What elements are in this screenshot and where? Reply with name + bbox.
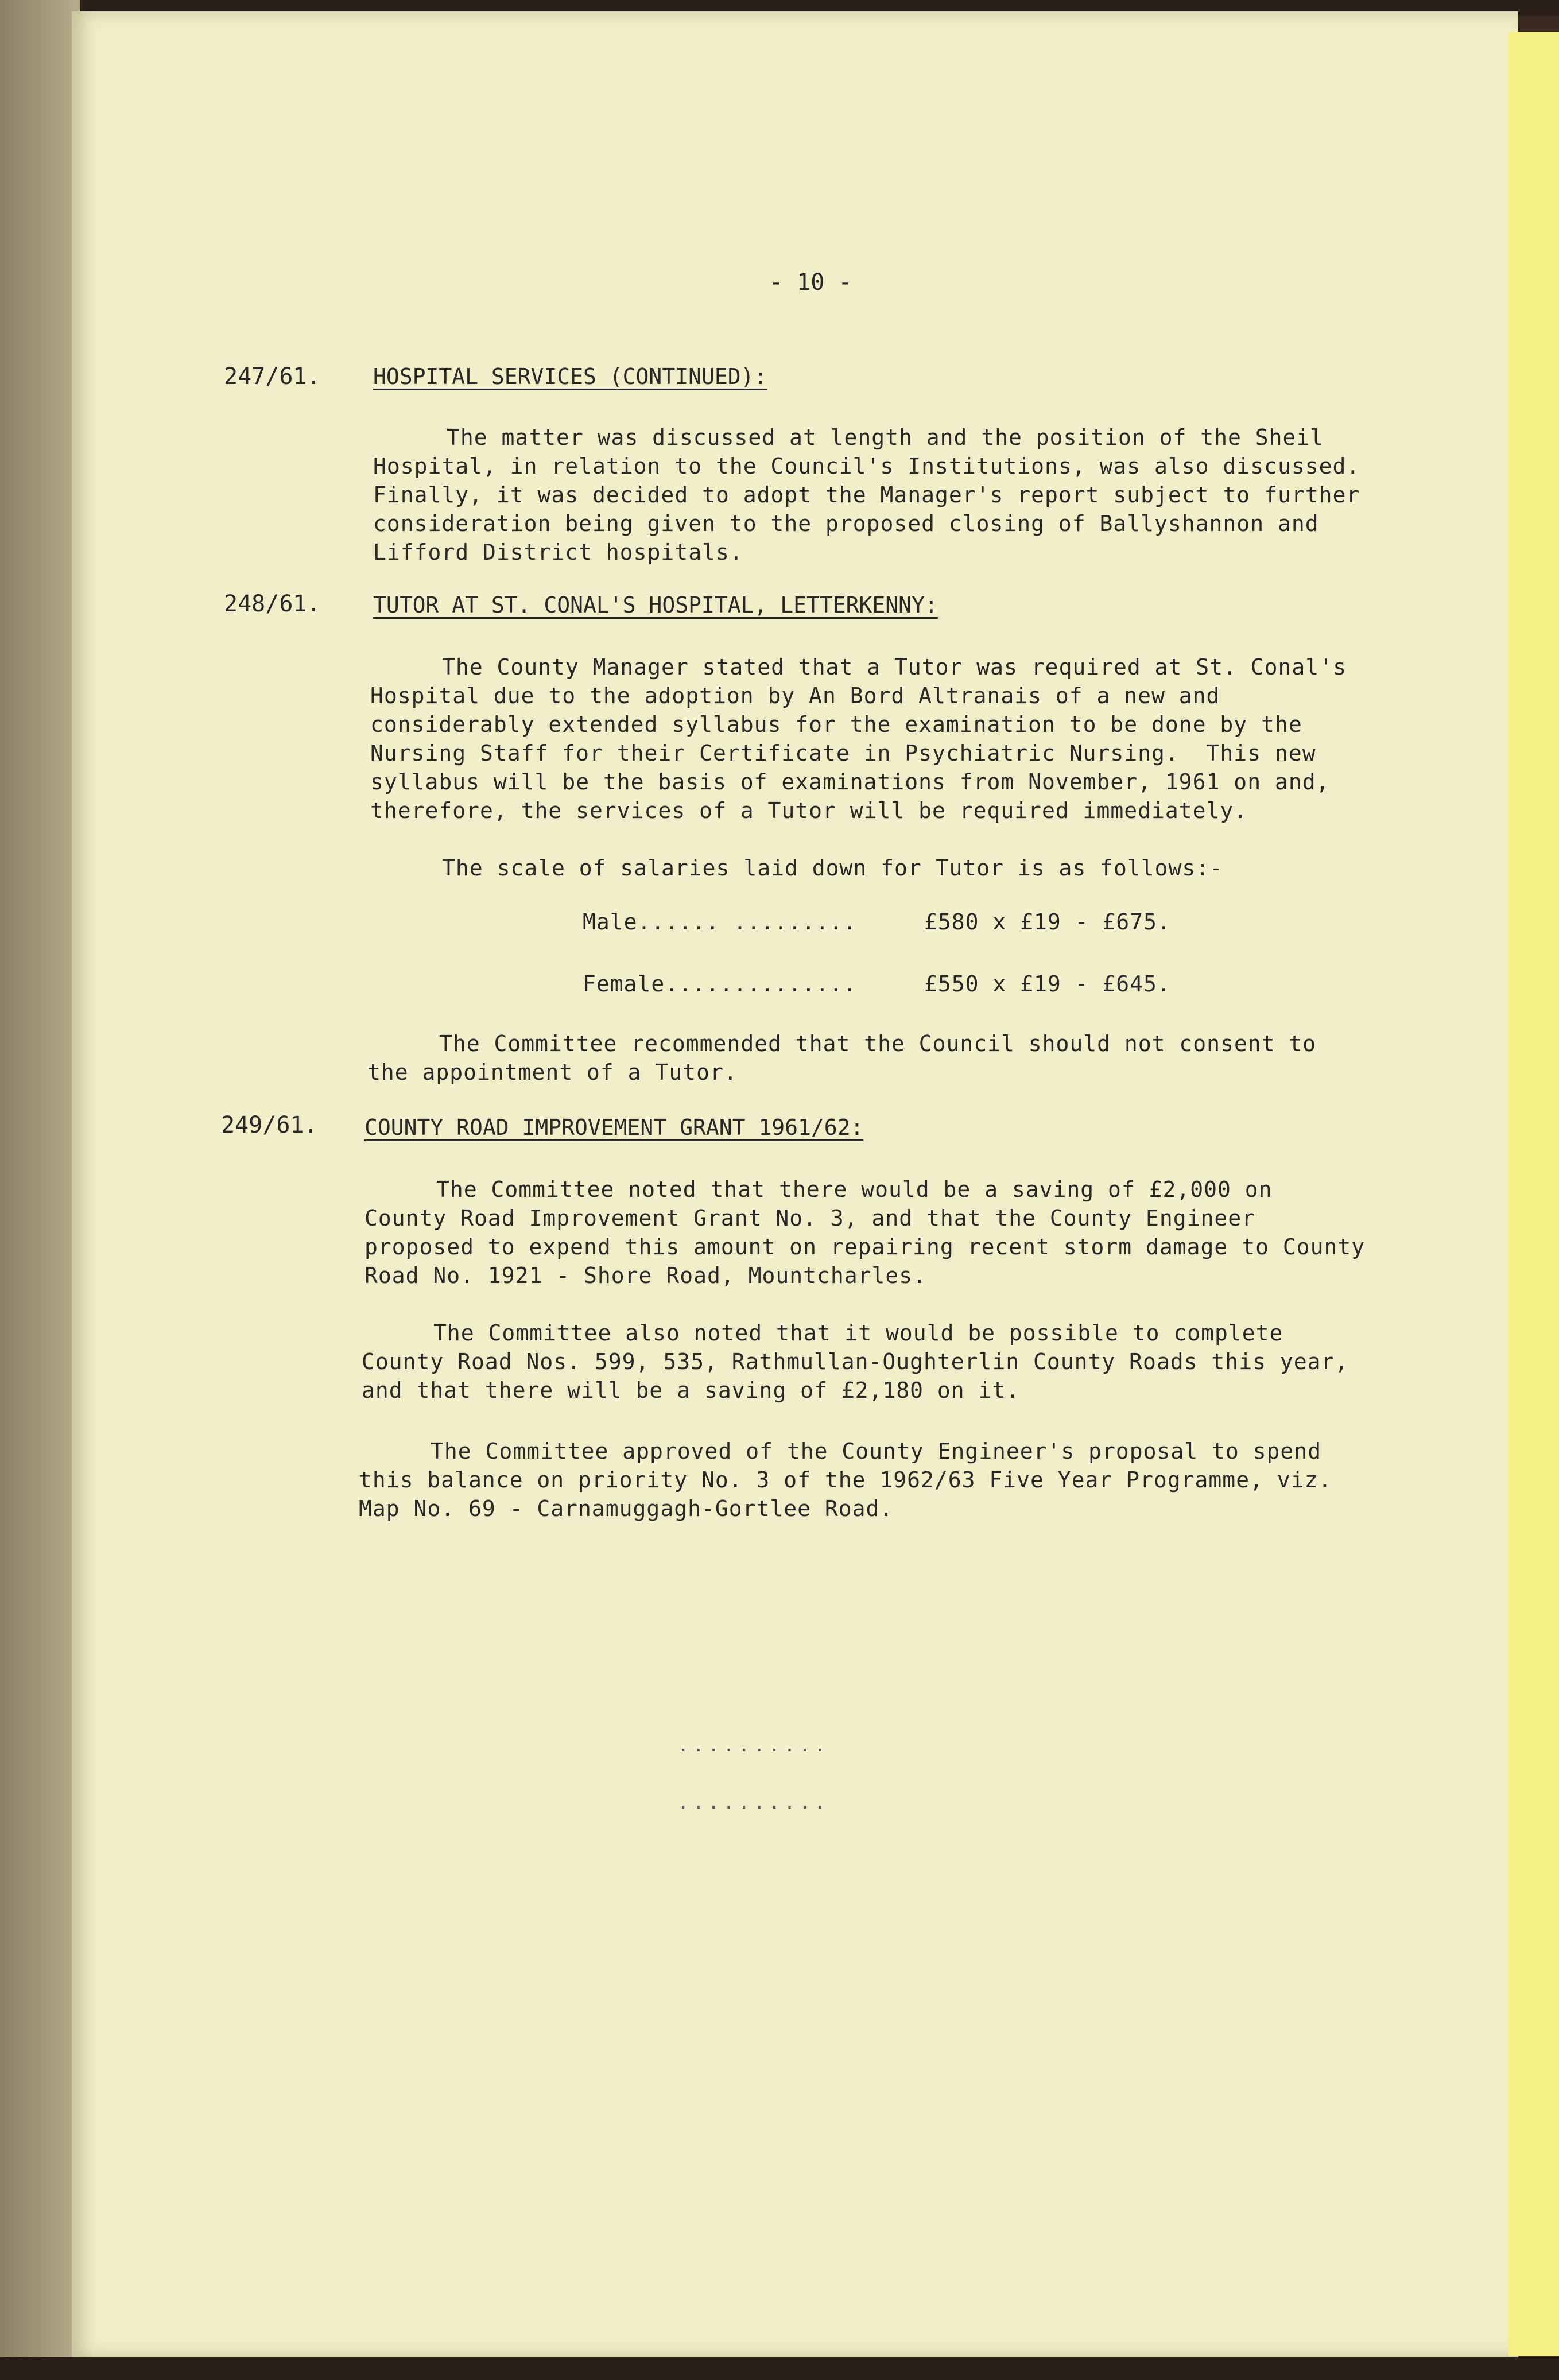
section-heading: HOSPITAL SERVICES (CONTINUED): (373, 364, 767, 389)
scan-left-background (0, 0, 80, 2380)
paragraph-line: the appointment of a Tutor. (367, 1060, 738, 1085)
paragraph-line: syllabus will be the basis of examinations from November, 1961 on and, (370, 769, 1330, 794)
paragraph-line: consideration being given to the proposed closing of Ballyshannon and (373, 511, 1319, 536)
end-dots: .......... (677, 1791, 829, 1814)
section-heading: COUNTY ROAD IMPROVEMENT GRANT 1961/62: (364, 1115, 864, 1140)
minute-number: 248/61. (224, 591, 321, 617)
paragraph-line: The matter was discussed at length and the position of the Sheil (447, 425, 1324, 450)
salary-value-male: £580 x £19 - £675. (924, 909, 1171, 935)
page-number: - 10 - (769, 269, 852, 296)
end-dots: .......... (677, 1734, 829, 1757)
minute-number: 249/61. (221, 1112, 318, 1138)
paragraph-line: this balance on priority No. 3 of the 1962/63 Five Year Programme, viz. (359, 1467, 1332, 1493)
paragraph-line: proposed to expend this amount on repairing recent storm damage to County (364, 1234, 1366, 1259)
salary-value-female: £550 x £19 - £645. (924, 971, 1171, 997)
paragraph-line: Nursing Staff for their Certificate in Psychiatric Nursing. This new (370, 741, 1316, 766)
paragraph-line: and that there will be a saving of £2,180 on it. (362, 1378, 1020, 1403)
paragraph-line: Hospital, in relation to the Council's Institutions, was also discussed. (373, 453, 1360, 479)
paragraph-line: therefore, the services of a Tutor will be required immediately. (370, 798, 1248, 823)
minute-number: 247/61. (224, 363, 321, 390)
paragraph-line: The Committee noted that there would be a saving of £2,000 on (436, 1177, 1273, 1202)
paragraph-line: considerably extended syllabus for the examination to be done by the (370, 712, 1302, 737)
salary-label-male: Male...... ......... (583, 909, 857, 935)
paragraph-line: The Committee approved of the County Engineer's proposal to spend (431, 1439, 1322, 1464)
paragraph-line: Road No. 1921 - Shore Road, Mountcharles. (364, 1263, 926, 1288)
paragraph-line: The County Manager stated that a Tutor was required at St. Conal's (442, 654, 1347, 680)
salary-label-female: Female.............. (583, 971, 857, 997)
paragraph-line: Hospital due to the adoption by An Bord Altranais of a new and (370, 683, 1220, 708)
paragraph-line: County Road Improvement Grant No. 3, and that the County Engineer (364, 1205, 1256, 1231)
paragraph-line: The Committee recommended that the Council should not consent to (439, 1031, 1317, 1056)
section-heading: TUTOR AT ST. CONAL'S HOSPITAL, LETTERKENNY: (373, 592, 938, 618)
paragraph-line: The scale of salaries laid down for Tutor is as follows:- (442, 855, 1224, 881)
paragraph-line: Map No. 69 - Carnamuggagh-Gortlee Road. (359, 1496, 894, 1521)
paragraph-line: Lifford District hospitals. (373, 540, 743, 565)
scan-bottom-shadow (0, 2357, 1559, 2380)
paragraph-line: County Road Nos. 599, 535, Rathmullan-Oughterlin County Roads this year, (362, 1349, 1349, 1374)
page-edge-yellow (1508, 32, 1559, 2356)
paragraph-line: Finally, it was decided to adopt the Manager's report subject to further (373, 482, 1360, 507)
paragraph-line: The Committee also noted that it would be possible to complete (433, 1320, 1283, 1346)
